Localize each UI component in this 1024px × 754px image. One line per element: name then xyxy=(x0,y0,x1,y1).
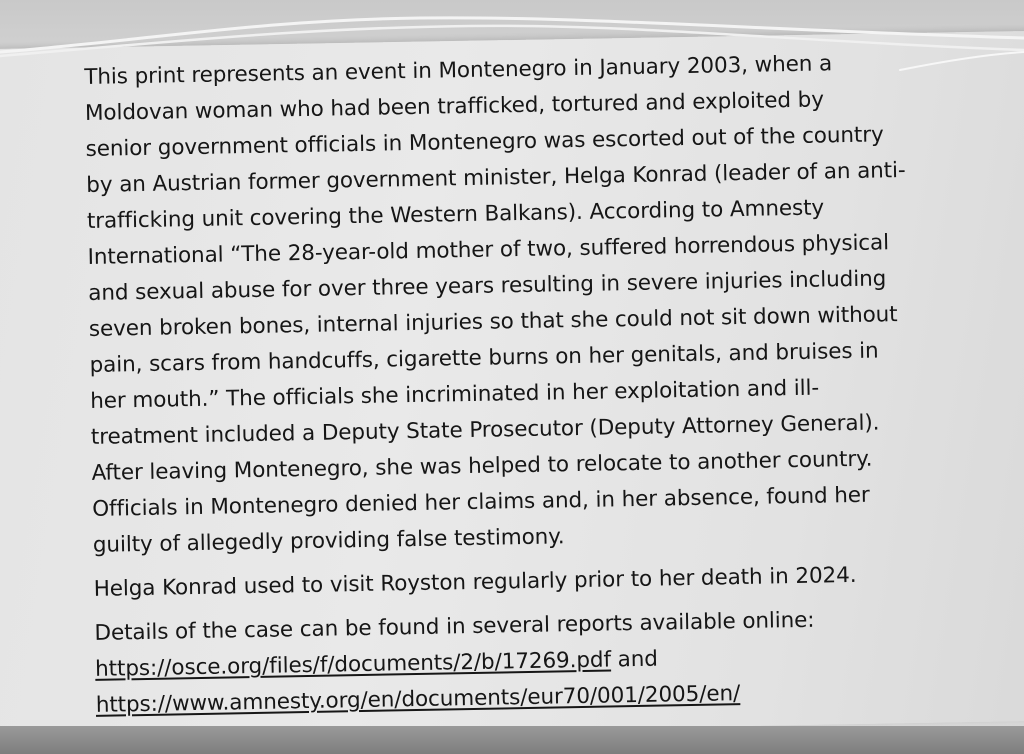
text-line: pain, scars from handcuffs, cigarette burns on her genitals, and bruises in xyxy=(89,338,879,378)
document-text xyxy=(84,44,996,724)
text-line: International “The 28-year-old mother of two, suffered horrendous physical xyxy=(87,230,890,270)
paragraph-3 xyxy=(94,599,996,723)
text-line: Moldovan woman who had been trafficked, tortured and exploited by xyxy=(84,87,825,126)
conjunction-text: and xyxy=(610,646,659,673)
text-line: and sexual abuse for over three years resulting in severe injuries including xyxy=(88,266,887,306)
text-line: trafficking unit covering the Western Balkans). According to Amnesty xyxy=(86,195,825,234)
text-line: seven broken bones, internal injuries so that she could not sit down without xyxy=(88,302,898,342)
text-line: Officials in Montenegro denied her claims and, in her absence, found her xyxy=(92,482,870,522)
text-line: Details of the case can be found in several reports available online: xyxy=(94,607,815,646)
bottom-shadow-strip xyxy=(0,726,1024,754)
paragraph-1 xyxy=(84,44,993,564)
text-line: by an Austrian former government minister, Helga Konrad (leader of an anti- xyxy=(86,157,906,198)
text-line: guilty of allegedly providing false testimony. xyxy=(92,524,565,558)
amnesty-report-link[interactable]: https://www.amnesty.org/en/documents/eur70/001/2005/en/ xyxy=(95,681,741,718)
text-line: her mouth.” The officials she incriminated in her exploitation and ill- xyxy=(90,375,820,414)
text-line: Helga Konrad used to visit Royston regularly prior to her death in 2024. xyxy=(93,562,857,602)
text-line: After leaving Montenegro, she was helped to relocate to another country. xyxy=(91,446,873,486)
osce-report-link[interactable]: https://osce.org/files/f/documents/2/b/17269.pdf xyxy=(94,647,612,682)
text-line: treatment included a Deputy State Prosecutor (Deputy Attorney General). xyxy=(90,410,880,450)
text-line: This print represents an event in Montenegro in January 2003, when a xyxy=(84,51,833,90)
text-line: senior government officials in Montenegro was escorted out of the country xyxy=(85,122,884,162)
